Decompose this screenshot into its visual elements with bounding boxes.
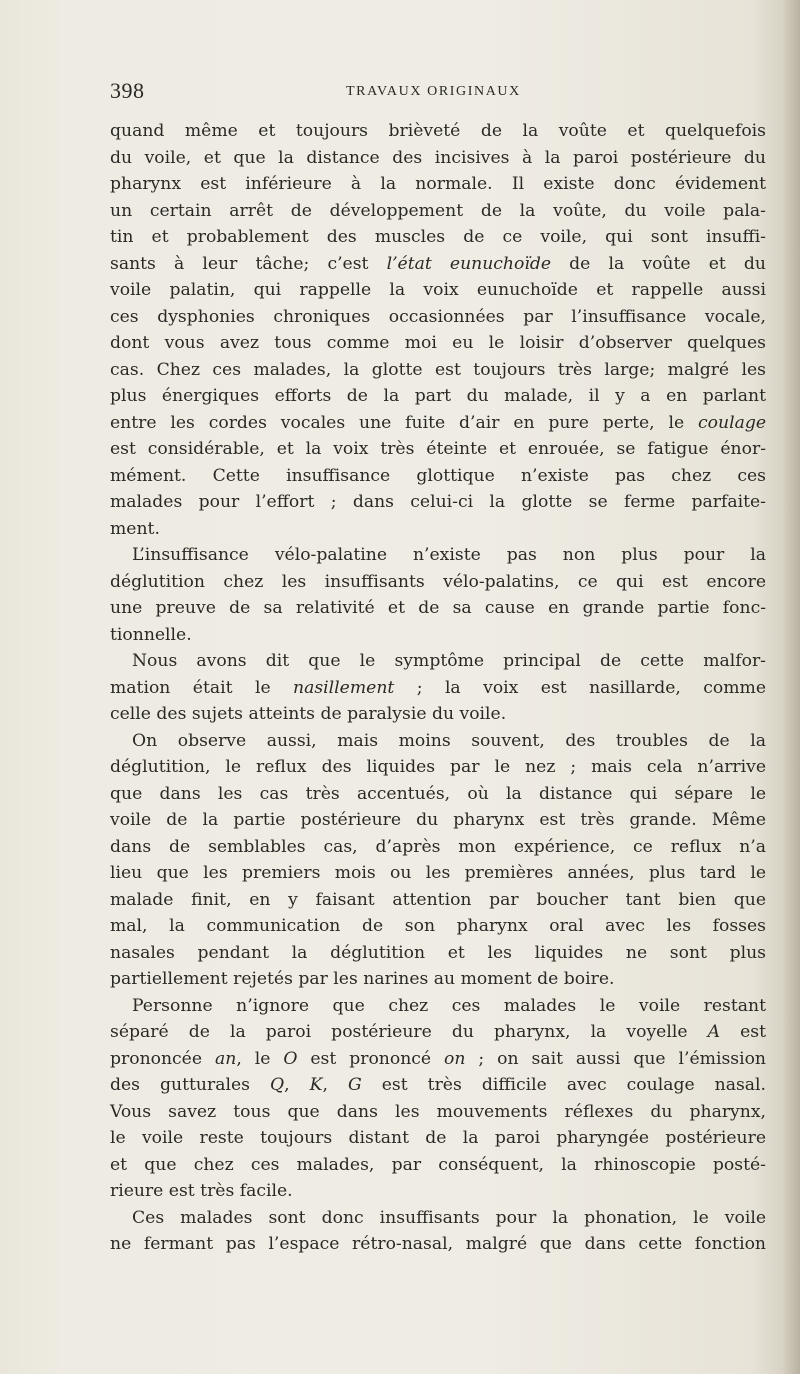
text-line: pharynx est inférieure à la normale. Il existe donc évidement <box>110 174 766 194</box>
text-run: sants à leur tâche; c’est <box>110 253 387 274</box>
italic-phrase: coulage <box>698 412 766 433</box>
text-line: que dans les cas très accentués, où la distance qui sépare le <box>110 783 766 804</box>
italic-phrase: an <box>214 1048 237 1069</box>
text-line: rieure est très facile. <box>110 1181 293 1201</box>
text-line <box>110 1019 766 1046</box>
text-run: ; on sait aussi que l’émission <box>465 1048 766 1069</box>
text-line: déglutition chez les insuffisants vélo-palatins, ce qui est encore <box>110 571 766 592</box>
page-number: 398 <box>110 78 145 103</box>
text-line: Nous avons dit que le symptôme principal de cette malfor- <box>132 651 766 671</box>
text-line: malade finit, en y faisant attention par boucher tant bien que <box>110 889 766 910</box>
text-line: un certain arrêt de développement de la voûte, du voile pala- <box>110 200 766 221</box>
text-line: On observe aussi, mais moins souvent, des troubles de la <box>132 730 766 751</box>
text-line: Ces malades sont donc insuffisants pour la phonation, le voile <box>132 1207 766 1228</box>
italic-phrase: on <box>444 1048 466 1069</box>
text-line: est considérable, et la voix très éteinte et enrouée, se fatigue énor- <box>110 439 766 459</box>
text-line: une preuve de sa relativité et de sa cause en grande partie fonc- <box>110 598 766 618</box>
text-run: séparé de la paroi postérieure du pharynx, la voyelle <box>110 1022 708 1042</box>
text-line <box>110 675 766 702</box>
text-line: tionnelle. <box>110 624 192 645</box>
text-line: Personne n’ignore que chez ces malades le voile restant <box>132 995 766 1016</box>
text-run: , le <box>236 1048 284 1069</box>
text-line: voile de la partie postérieure du pharynx est très grande. Même <box>110 810 766 830</box>
text-line: ne fermant pas l’espace rétro-nasal, malgré que dans cette fonction <box>110 1234 766 1254</box>
text-line: dont vous avez tous comme moi eu le loisir d’observer quelques <box>110 333 766 353</box>
text-run: prononcée <box>110 1048 215 1069</box>
text-line <box>110 1046 766 1073</box>
text-line: ment. <box>110 518 160 539</box>
text-run: est très difficile avec coulage nasal. <box>361 1075 766 1095</box>
text-run: est prononcé <box>297 1048 445 1069</box>
text-line: L’insuffisance vélo-palatine n’existe pas non plus pour la <box>132 545 766 565</box>
text-run: , <box>322 1075 348 1095</box>
text-line <box>110 1072 766 1099</box>
text-line: mément. Cette insuffisance glottique n’existe pas chez ces <box>110 465 766 486</box>
body-text <box>110 118 766 1258</box>
italic-phrase: G <box>347 1075 362 1095</box>
text-line: voile palatin, qui rappelle la voix eunuchoïde et rappelle aussi <box>110 280 766 300</box>
text-line: ces dysphonies chroniques occasionnées par l’insuffisance vocale, <box>110 306 766 327</box>
text-line <box>110 251 766 278</box>
page-header <box>110 78 760 108</box>
text-line: et que chez ces malades, par conséquent, la rhinoscopie posté- <box>110 1154 766 1175</box>
italic-phrase: K <box>309 1075 323 1095</box>
text-line: Vous savez tous que dans les mouvements réflexes du pharynx, <box>110 1101 766 1122</box>
text-line: mal, la communication de son pharynx oral avec les fosses <box>110 916 766 936</box>
text-run: est <box>720 1022 766 1042</box>
text-line: déglutition, le reflux des liquides par le nez ; mais cela n’arrive <box>110 757 766 777</box>
text-line: quand même et toujours brièveté de la voûte et quelquefois <box>110 121 766 141</box>
italic-phrase: l’état eunuchoïde <box>386 253 552 274</box>
text-run: de la voûte et du <box>551 253 766 274</box>
running-head: TRAVAUX ORIGINAUX <box>346 84 521 99</box>
italic-phrase: A <box>707 1022 721 1042</box>
text-line: nasales pendant la déglutition et les liquides ne sont plus <box>110 942 766 963</box>
text-run: ; la voix est nasillarde, comme <box>394 677 766 698</box>
text-run: entre les cordes vocales une fuite d’air en pure perte, le <box>110 412 699 433</box>
text-run: , <box>284 1075 310 1095</box>
text-line: cas. Chez ces malades, la glotte est toujours très large; malgré les <box>110 359 766 380</box>
text-line: tin et probablement des muscles de ce voile, qui sont insuffi- <box>110 227 766 247</box>
text-line <box>110 410 766 437</box>
italic-phrase: nasillement <box>293 677 395 698</box>
text-line: celle des sujets atteints de paralysie du voile. <box>110 704 507 724</box>
text-run: des gutturales <box>110 1075 270 1095</box>
text-line: lieu que les premiers mois ou les premières années, plus tard le <box>110 863 766 883</box>
italic-phrase: O <box>283 1048 298 1069</box>
text-line: malades pour l’effort ; dans celui-ci la glotte se ferme parfaite- <box>110 492 766 512</box>
text-line: le voile reste toujours distant de la paroi pharyngée postérieure <box>110 1128 766 1148</box>
text-line: partiellement rejetés par les narines au moment de boire. <box>110 969 615 989</box>
text-run: mation était le <box>110 677 294 698</box>
text-line: dans de semblables cas, d’après mon expérience, ce reflux n’a <box>110 836 766 857</box>
italic-phrase: Q <box>269 1075 285 1095</box>
text-line: plus énergiques efforts de la part du malade, il y a en parlant <box>110 386 766 406</box>
text-line: du voile, et que la distance des incisives à la paroi postérieure du <box>110 147 766 168</box>
